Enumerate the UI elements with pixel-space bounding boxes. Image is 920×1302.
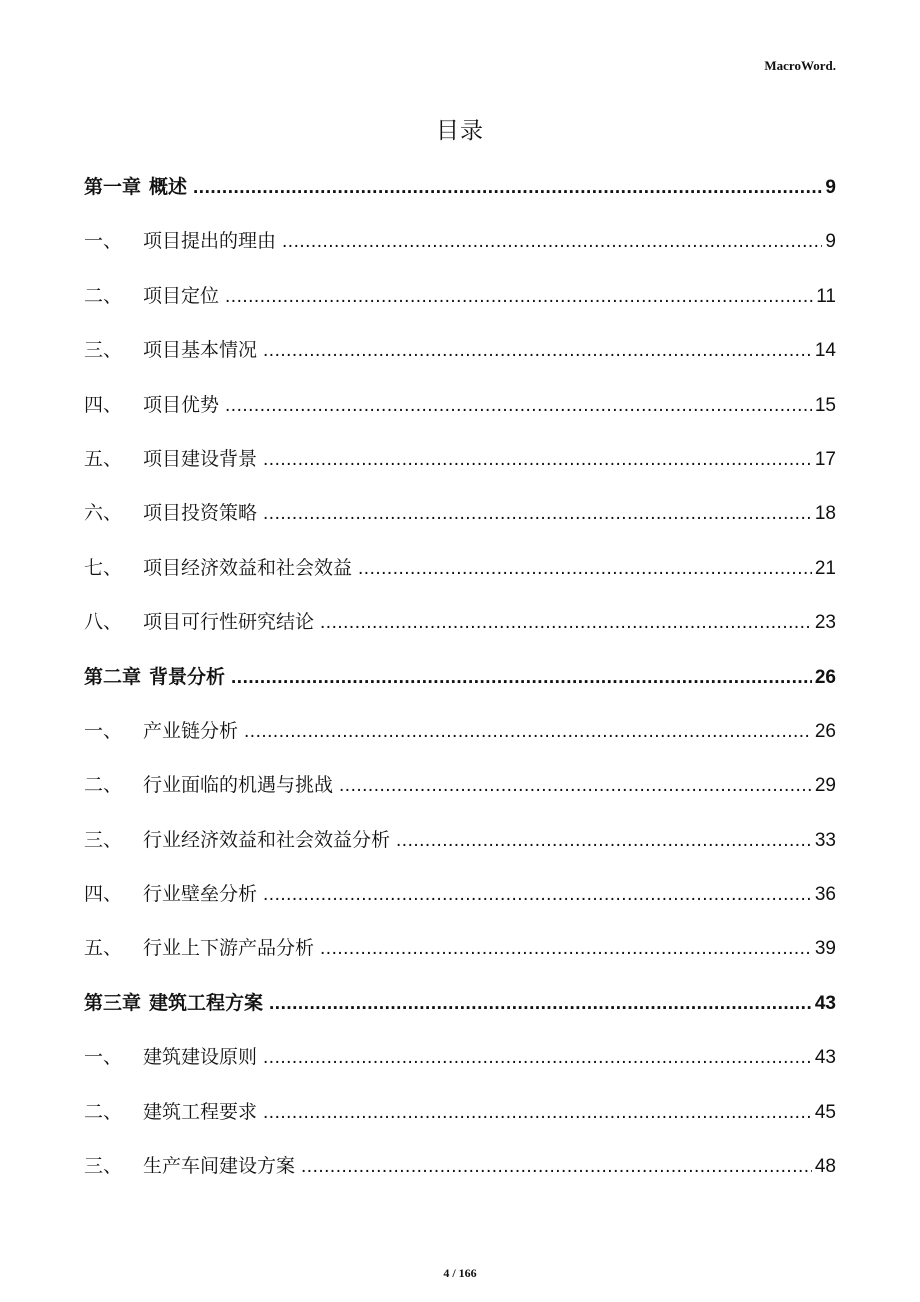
toc-section-entry[interactable] bbox=[84, 1139, 836, 1193]
toc-dot-leader bbox=[396, 814, 812, 868]
toc-entry-number: 一、 bbox=[84, 230, 123, 253]
toc-entry-number: 第一章 bbox=[84, 176, 142, 198]
toc-entry-page-number: 26 bbox=[814, 666, 836, 688]
toc-dot-leader bbox=[263, 433, 812, 487]
toc-entry-label: 概述 bbox=[149, 176, 188, 198]
toc-entry-label: 建筑工程要求 bbox=[143, 1100, 258, 1123]
toc-dot-leader bbox=[339, 759, 812, 813]
document-header-brand: MacroWord. bbox=[764, 58, 836, 73]
toc-chapter-entry[interactable] bbox=[84, 650, 836, 704]
toc-dot-leader bbox=[301, 1140, 812, 1194]
toc-dot-leader bbox=[263, 1086, 812, 1140]
toc-entry-label: 项目建设背景 bbox=[143, 447, 258, 470]
toc-entry-page-number: 33 bbox=[814, 829, 836, 851]
toc-entry-label: 生产车间建设方案 bbox=[143, 1155, 296, 1178]
toc-section-entry[interactable] bbox=[84, 214, 836, 268]
toc-entry-label: 产业链分析 bbox=[143, 719, 239, 742]
toc-entry-page-number: 18 bbox=[814, 503, 836, 525]
toc-section-entry[interactable] bbox=[84, 378, 836, 432]
toc-entry-label: 行业壁垒分析 bbox=[143, 883, 258, 906]
toc-section-entry[interactable] bbox=[84, 921, 836, 975]
toc-section-entry[interactable] bbox=[84, 486, 836, 540]
toc-entry-number: 五、 bbox=[84, 447, 123, 470]
toc-section-entry[interactable] bbox=[84, 1085, 836, 1139]
toc-dot-leader bbox=[282, 215, 822, 269]
toc-entry-number: 四、 bbox=[84, 883, 123, 906]
toc-entry-number: 第三章 bbox=[84, 991, 142, 1014]
toc-section-entry[interactable] bbox=[84, 813, 836, 867]
toc-dot-leader bbox=[320, 596, 812, 650]
toc-chapter-entry[interactable] bbox=[84, 976, 836, 1030]
toc-dot-leader bbox=[358, 542, 812, 596]
toc-entry-page-number: 9 bbox=[825, 177, 836, 198]
toc-entry-page-number: 29 bbox=[814, 775, 836, 797]
toc-entry-label: 行业经济效益和社会效益分析 bbox=[143, 828, 391, 851]
toc-section-entry[interactable] bbox=[84, 432, 836, 486]
toc-entry-number: 二、 bbox=[84, 774, 123, 797]
toc-entry-label: 项目投资策略 bbox=[143, 502, 258, 525]
toc-section-entry[interactable] bbox=[84, 595, 836, 649]
toc-entry-number: 一、 bbox=[84, 1046, 123, 1069]
toc-entry-page-number: 48 bbox=[814, 1156, 836, 1178]
toc-entry-label: 行业上下游产品分析 bbox=[143, 937, 315, 960]
toc-dot-leader bbox=[193, 161, 822, 215]
toc-entry-page-number: 15 bbox=[814, 394, 836, 416]
toc-section-entry[interactable] bbox=[84, 758, 836, 812]
toc-title: 目录 bbox=[436, 118, 484, 144]
toc-entry-label: 项目优势 bbox=[143, 393, 220, 416]
toc-entry-page-number: 36 bbox=[814, 884, 836, 906]
toc-entry-label: 项目可行性研究结论 bbox=[143, 611, 315, 634]
toc-entry-number: 三、 bbox=[84, 1155, 123, 1178]
toc-section-entry[interactable] bbox=[84, 541, 836, 595]
toc-entry-page-number: 14 bbox=[814, 340, 836, 362]
toc-dot-leader bbox=[320, 922, 812, 976]
toc-chapter-entry[interactable] bbox=[84, 160, 836, 214]
toc-entry-page-number: 43 bbox=[814, 1047, 836, 1069]
toc-dot-leader bbox=[231, 651, 812, 705]
toc-entry-page-number: 39 bbox=[814, 938, 836, 960]
toc-entry-number: 第二章 bbox=[84, 665, 142, 688]
toc-entry-page-number: 45 bbox=[814, 1101, 836, 1123]
toc-dot-leader bbox=[263, 487, 812, 541]
toc-entry-page-number: 9 bbox=[825, 231, 836, 253]
toc-entry-number: 四、 bbox=[84, 393, 123, 416]
toc-entry-label: 项目经济效益和社会效益 bbox=[143, 556, 353, 579]
toc-entry-label: 项目基本情况 bbox=[143, 339, 258, 362]
toc-dot-leader bbox=[263, 1031, 812, 1085]
toc-entry-page-number: 11 bbox=[816, 285, 836, 307]
toc-entry-page-number: 23 bbox=[814, 612, 836, 634]
toc-entry-label: 建筑工程方案 bbox=[149, 991, 264, 1014]
toc-entry-label: 背景分析 bbox=[149, 665, 226, 688]
toc-dot-leader bbox=[225, 270, 813, 324]
toc-section-entry[interactable] bbox=[84, 867, 836, 921]
toc-entry-label: 建筑建设原则 bbox=[143, 1046, 258, 1069]
toc-entry-number: 三、 bbox=[84, 828, 123, 851]
toc-entry-number: 八、 bbox=[84, 611, 123, 634]
toc-entry-label: 项目定位 bbox=[143, 284, 220, 307]
toc-section-entry[interactable] bbox=[84, 323, 836, 377]
toc-entry-number: 二、 bbox=[84, 284, 123, 307]
toc-section-entry[interactable] bbox=[84, 1030, 836, 1084]
page-indicator: 4 / 166 bbox=[443, 1266, 477, 1280]
table-of-contents bbox=[84, 160, 836, 1193]
toc-entry-page-number: 43 bbox=[814, 992, 836, 1014]
toc-entry-page-number: 26 bbox=[814, 720, 836, 742]
toc-entry-number: 二、 bbox=[84, 1100, 123, 1123]
toc-dot-leader bbox=[263, 324, 812, 378]
toc-entry-number: 一、 bbox=[84, 719, 123, 742]
toc-entry-number: 七、 bbox=[84, 556, 123, 579]
toc-section-entry[interactable] bbox=[84, 269, 836, 323]
toc-section-entry[interactable] bbox=[84, 704, 836, 758]
toc-entry-number: 五、 bbox=[84, 937, 123, 960]
toc-dot-leader bbox=[269, 977, 812, 1031]
toc-entry-number: 三、 bbox=[84, 339, 123, 362]
toc-entry-page-number: 21 bbox=[814, 557, 836, 579]
toc-entry-label: 项目提出的理由 bbox=[143, 230, 277, 253]
toc-entry-page-number: 17 bbox=[814, 448, 836, 470]
toc-entry-number: 六、 bbox=[84, 502, 123, 525]
toc-dot-leader bbox=[263, 868, 812, 922]
toc-dot-leader bbox=[244, 705, 812, 759]
toc-dot-leader bbox=[225, 379, 812, 433]
toc-entry-label: 行业面临的机遇与挑战 bbox=[143, 774, 334, 797]
